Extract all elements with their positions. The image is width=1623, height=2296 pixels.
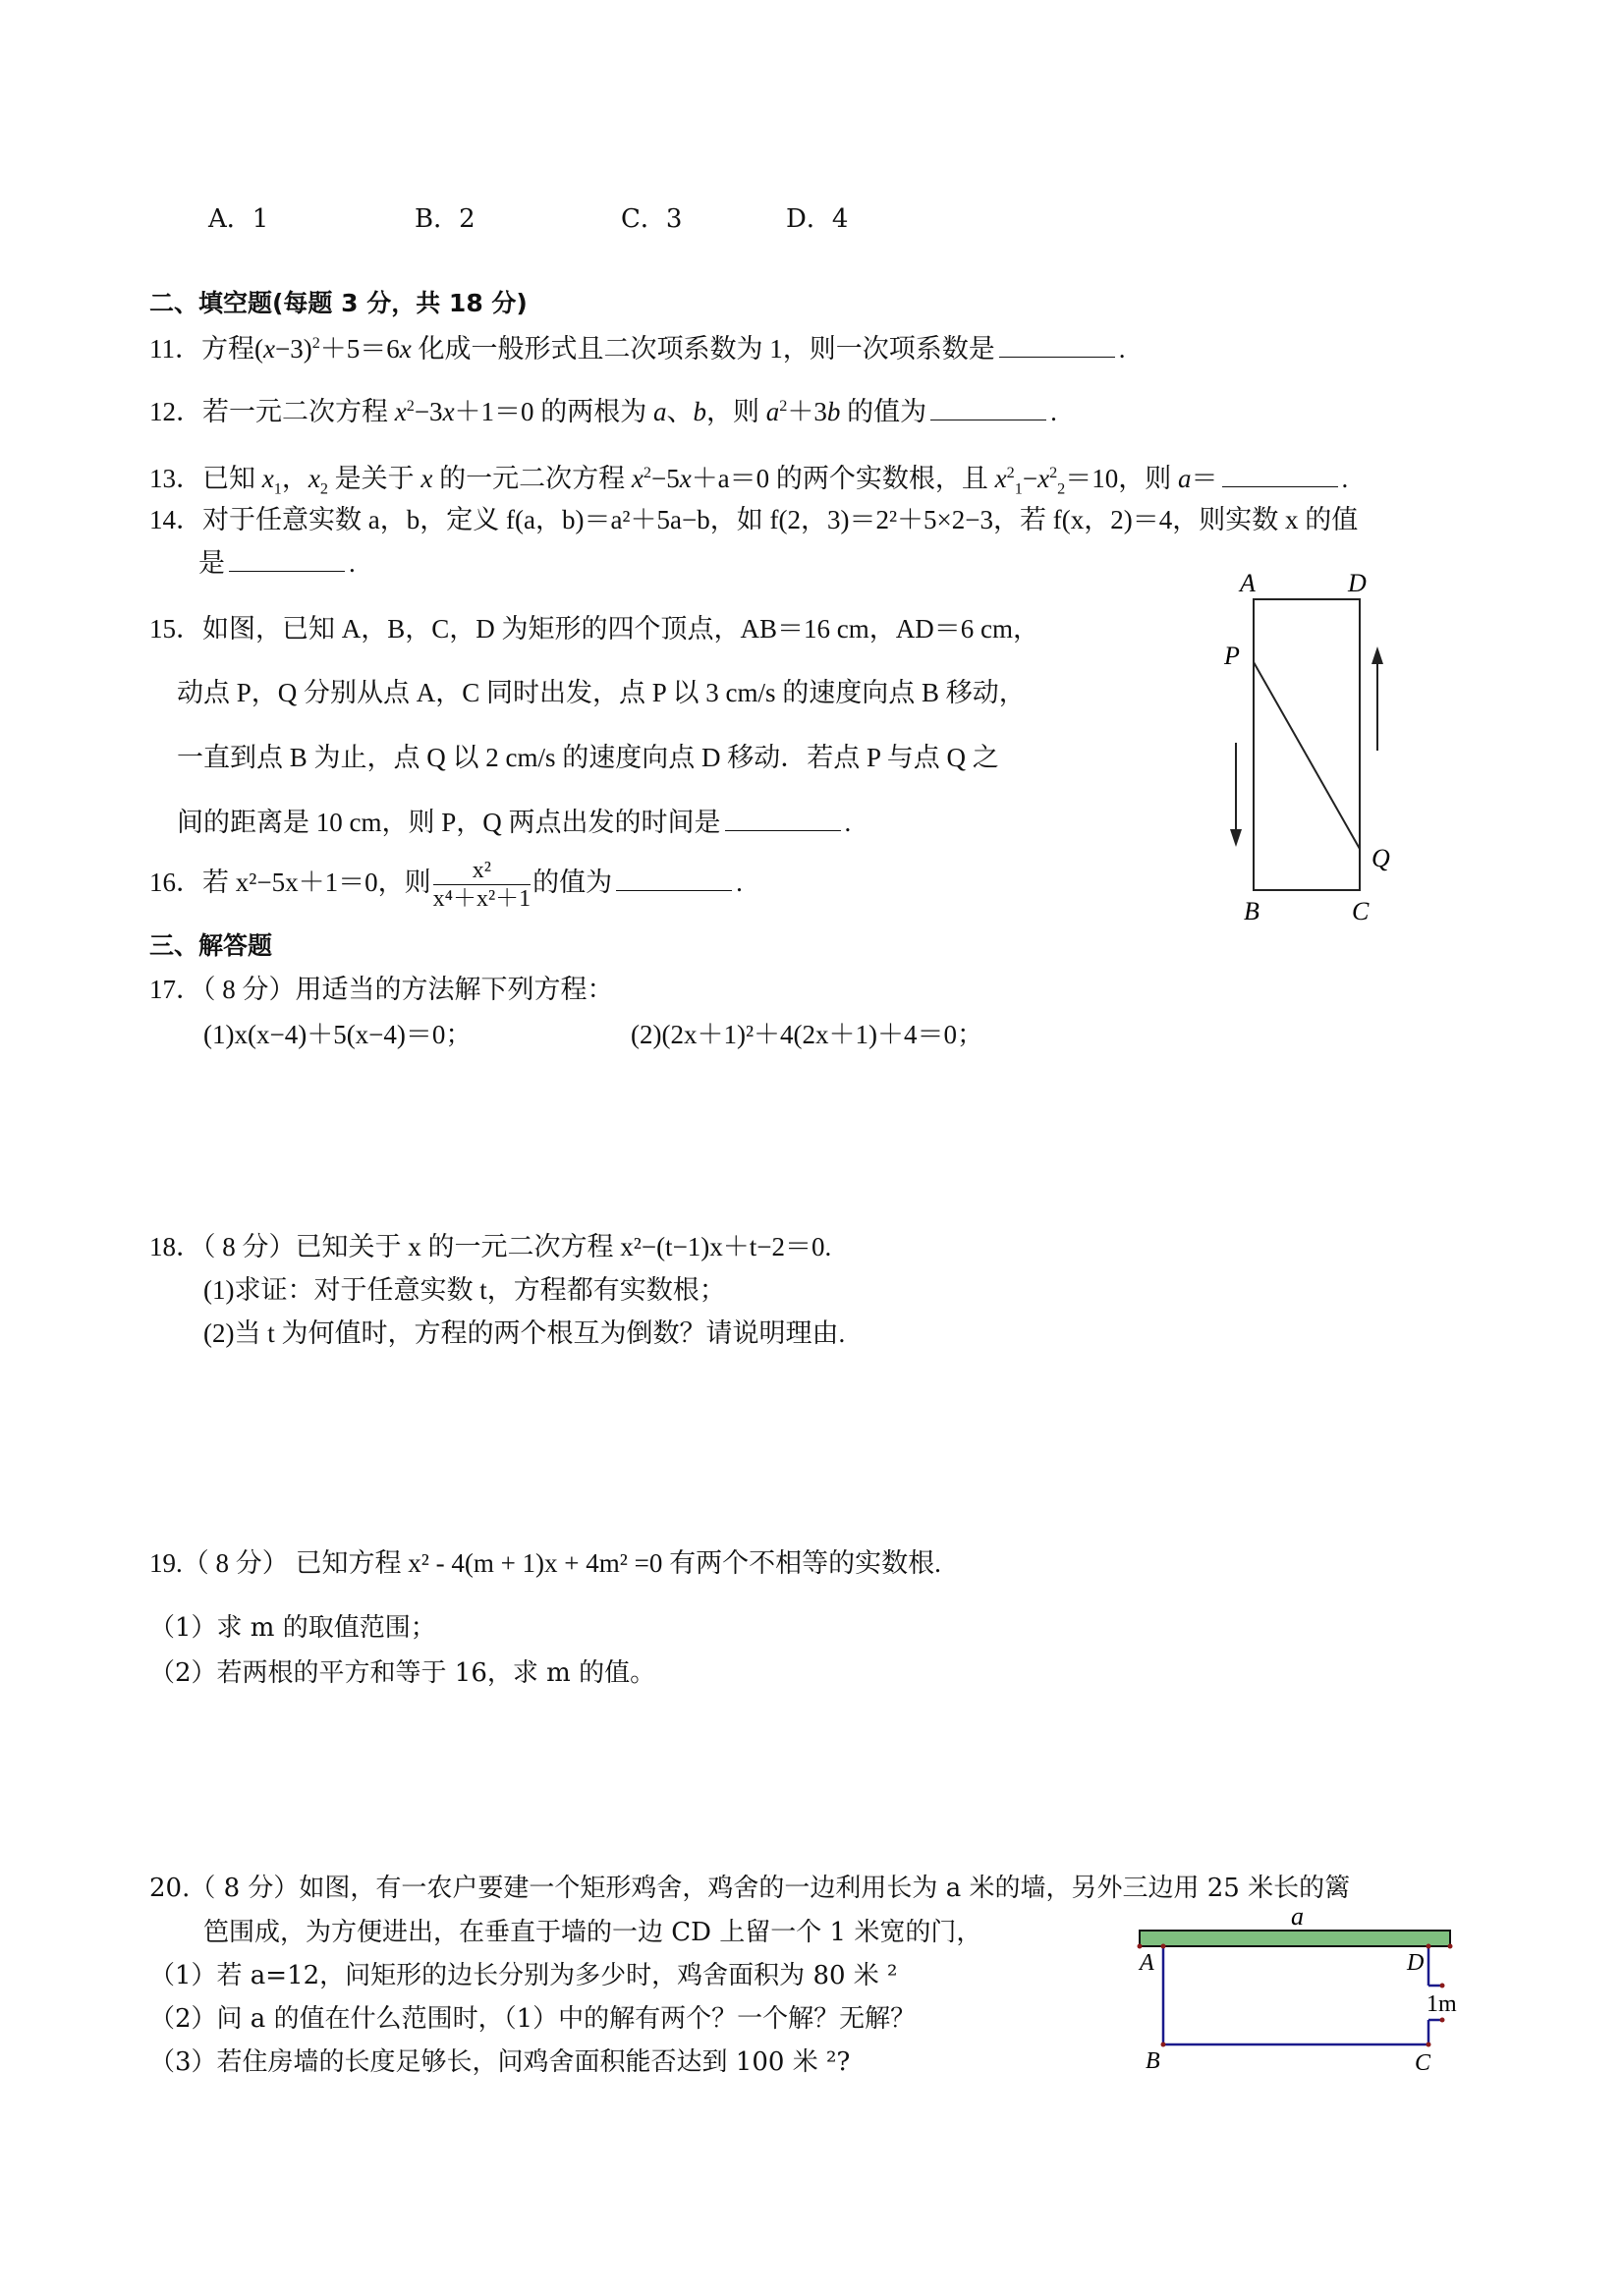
question-13 bbox=[149, 462, 1349, 498]
section3-title: 三、解答题 bbox=[149, 931, 273, 960]
q12-var: a bbox=[765, 397, 780, 426]
point-marker bbox=[1427, 1944, 1431, 1949]
q20-part3: （3）若住房墙的长度足够长，问鸡舍面积能否达到 100 米 ²? bbox=[149, 2047, 851, 2077]
q13-text: ＋a＝0 的两个实数根，且 bbox=[691, 464, 995, 493]
q12-var: b bbox=[693, 397, 707, 426]
q14-num: 14． bbox=[149, 505, 202, 534]
label-b: B bbox=[1146, 2048, 1160, 2074]
q13-var: x bbox=[1037, 464, 1050, 493]
label-a: A bbox=[1240, 569, 1256, 597]
q20-part2: （2）问 a 的值在什么范围时，（1）中的解有两个？一个解？无解？ bbox=[149, 2004, 917, 2034]
point-marker bbox=[1448, 1944, 1453, 1949]
q12-end: . bbox=[1050, 397, 1057, 426]
q12-var: b bbox=[826, 397, 841, 426]
arrow-up-icon bbox=[1371, 646, 1383, 664]
q13-var: x bbox=[308, 464, 320, 493]
q12-text: −3 bbox=[414, 397, 443, 426]
label-c: C bbox=[1352, 897, 1370, 925]
q13-exp: 2 bbox=[643, 464, 651, 481]
q16-frac-numerator: x² bbox=[433, 857, 532, 885]
q16-end: . bbox=[736, 868, 743, 897]
q18-part1: (1)求证：对于任意实数 t，方程都有实数根； bbox=[203, 1275, 726, 1305]
q16-answer-blank[interactable] bbox=[616, 868, 732, 891]
q11-var: x bbox=[263, 334, 275, 364]
q13-text: −5 bbox=[650, 464, 680, 493]
q13-text: 的一元二次方程 bbox=[432, 464, 632, 493]
question-12 bbox=[149, 395, 1057, 428]
q12-var: a bbox=[653, 397, 667, 426]
q12-text: ＋3 bbox=[787, 397, 827, 426]
q20-num: 20. bbox=[149, 1874, 191, 1903]
question-15-line3: 一直到点 B 为止，点 Q 以 2 cm/s 的速度向点 D 移动．若点 P 与点 Q 之 bbox=[177, 743, 999, 772]
label-c: C bbox=[1415, 2050, 1431, 2076]
q14-end: . bbox=[349, 548, 356, 578]
q16-text: 若 x²−5x＋1＝0，则 bbox=[202, 868, 431, 897]
q11-end: . bbox=[1118, 334, 1126, 364]
q11-exp: 2 bbox=[311, 334, 320, 352]
q13-exp: 2 bbox=[1006, 464, 1015, 481]
q14-text: 是 bbox=[198, 548, 225, 578]
q11-text: −3) bbox=[274, 334, 312, 364]
question-17 bbox=[149, 973, 614, 1006]
q20-part1: （1）若 a=12，问矩形的边长分别为多少时，鸡舍面积为 80 米 ² bbox=[149, 1961, 898, 1990]
label-a: A bbox=[1140, 1950, 1154, 1976]
question-14 bbox=[149, 503, 1358, 536]
q13-var: x bbox=[994, 464, 1007, 493]
q11-text: 方程( bbox=[201, 334, 263, 364]
q11-var: x bbox=[399, 334, 412, 364]
q12-exp: 2 bbox=[406, 397, 415, 415]
q15-text: 间的距离是 10 cm，则 P，Q 两点出发的时间是 bbox=[177, 808, 721, 837]
question-18 bbox=[149, 1230, 831, 1263]
question-20-line2: 笆围成，为方便进出，在垂直于墙的一边 CD 上留一个 1 米宽的门， bbox=[203, 1918, 982, 1947]
segment-pq bbox=[1254, 662, 1360, 849]
question-16 bbox=[149, 853, 743, 913]
q18-num: 18． bbox=[149, 1232, 202, 1261]
q11-num: 11． bbox=[149, 334, 201, 364]
q13-sub: 1 bbox=[1014, 479, 1023, 498]
q16-frac-denominator: x⁴＋x²＋1 bbox=[432, 886, 532, 913]
wall-bar bbox=[1140, 1931, 1450, 1946]
point-marker bbox=[1138, 1944, 1143, 1949]
label-q: Q bbox=[1371, 844, 1390, 872]
q13-text: 是关于 bbox=[327, 464, 421, 493]
q18-part2: (2)当 t 为何值时，方程的两个根互为倒数？请说明理由. bbox=[203, 1318, 846, 1348]
q13-var: x bbox=[631, 464, 644, 493]
q12-text: 、 bbox=[666, 397, 694, 426]
q15-rectangle-figure bbox=[1159, 550, 1454, 943]
arrow-down-icon bbox=[1230, 829, 1242, 847]
q13-var: x bbox=[679, 464, 692, 493]
q12-text: 的值为 bbox=[840, 397, 927, 426]
q12-answer-blank[interactable] bbox=[930, 398, 1046, 420]
q14-text: 对于任意实数 a，b，定义 f(a，b)＝a²＋5a−b，如 f(2，3)＝2²＋5×2−3，若 f(x，2)＝4，则实数 x 的值 bbox=[202, 505, 1359, 534]
q13-text: − bbox=[1022, 464, 1038, 493]
question-11 bbox=[149, 332, 1126, 365]
question-15-line2: 动点 P，Q 分别从点 A，C 同时出发，点 P 以 3 cm/s 的速度向点 B 移动， bbox=[177, 678, 1026, 707]
label-d: D bbox=[1407, 1950, 1425, 1976]
q14-answer-blank[interactable] bbox=[229, 549, 345, 572]
label-d: D bbox=[1348, 569, 1367, 597]
q12-exp: 2 bbox=[779, 397, 788, 415]
question-14-cont bbox=[198, 546, 356, 580]
q17-num: 17． bbox=[149, 975, 202, 1004]
q13-exp: 2 bbox=[1049, 464, 1058, 481]
q13-end: . bbox=[1341, 464, 1349, 493]
q15-num: 15． bbox=[149, 614, 202, 644]
q13-sub: 1 bbox=[273, 479, 282, 498]
point-marker bbox=[1427, 2043, 1431, 2047]
section2-title: 二、填空题(每题 3 分，共 18 分) bbox=[149, 289, 528, 317]
q17-title: （ 8 分）用适当的方法解下列方程： bbox=[202, 975, 614, 1004]
q15-end: . bbox=[844, 808, 852, 837]
q13-var: x bbox=[420, 464, 433, 493]
q18-title: （ 8 分）已知关于 x 的一元二次方程 x²−(t−1)x＋t−2＝0. bbox=[202, 1232, 832, 1261]
q13-answer-blank[interactable] bbox=[1222, 465, 1338, 487]
q15-answer-blank[interactable] bbox=[725, 809, 841, 831]
q13-text: ＝ bbox=[1191, 464, 1218, 493]
question-19 bbox=[149, 1546, 941, 1580]
q12-text: ，则 bbox=[706, 397, 766, 426]
label-door-1m: 1m bbox=[1427, 1991, 1457, 2017]
point-marker bbox=[1161, 2043, 1166, 2047]
question-15-line4 bbox=[177, 806, 851, 839]
q13-sub: 2 bbox=[319, 479, 328, 498]
q16-text: 的值为 bbox=[532, 868, 613, 897]
q17-part2: (2)(2x＋1)²＋4(2x＋1)＋4＝0； bbox=[631, 1020, 984, 1049]
point-marker bbox=[1161, 1944, 1166, 1949]
q20-chicken-coop-figure bbox=[1130, 1901, 1483, 2098]
label-wall-a: a bbox=[1291, 1902, 1304, 1931]
point-marker bbox=[1440, 1984, 1445, 1988]
q13-sub: 2 bbox=[1057, 479, 1066, 498]
point-marker bbox=[1440, 2018, 1445, 2023]
q10-option-b: B．2 bbox=[415, 204, 476, 234]
q11-text: 化成一般形式且二次项系数为 1，则一次项系数是 bbox=[411, 334, 995, 364]
q10-option-a: A．1 bbox=[208, 204, 269, 234]
question-20-line1 bbox=[149, 1872, 1350, 1905]
q13-text: 已知 bbox=[202, 464, 262, 493]
q11-answer-blank[interactable] bbox=[999, 335, 1115, 358]
q11-text: ＋5＝6 bbox=[319, 334, 400, 364]
q13-text: ， bbox=[281, 464, 308, 493]
q16-num: 16． bbox=[149, 868, 202, 897]
q12-text: 若一元二次方程 bbox=[202, 397, 395, 426]
q13-var: a bbox=[1178, 464, 1192, 493]
label-b: B bbox=[1244, 897, 1259, 925]
q10-option-d: D．4 bbox=[786, 204, 849, 234]
q12-var: x bbox=[442, 397, 455, 426]
q12-num: 12． bbox=[149, 397, 202, 426]
q19-num: 19. bbox=[149, 1548, 183, 1578]
q15-text: 如图，已知 A，B，C，D 为矩形的四个顶点，AB＝16 cm，AD＝6 cm， bbox=[202, 614, 1039, 644]
q13-text: ＝10，则 bbox=[1065, 464, 1178, 493]
q12-text: ＋1＝0 的两根为 bbox=[454, 397, 654, 426]
q17-part1: (1)x(x−4)＋5(x−4)＝0； bbox=[203, 1020, 473, 1049]
q19-part1: （1）求 m 的取值范围； bbox=[149, 1613, 436, 1643]
rectangle-abcd bbox=[1254, 599, 1360, 890]
q19-part2: （2）若两根的平方和等于 16，求 m 的值。 bbox=[149, 1658, 656, 1688]
label-p: P bbox=[1224, 642, 1240, 670]
q20-text: （ 8 分）如图，有一农户要建一个矩形鸡舍，鸡舍的一边利用长为 a 米的墙，另外三边用 25 米长的篱 bbox=[190, 1874, 1351, 1903]
q13-num: 13． bbox=[149, 464, 202, 493]
q19-title: （ 8 分） 已知方程 x² - 4(m + 1)x + 4m² =0 有两个不相等的实数根. bbox=[182, 1548, 941, 1578]
question-15-line1 bbox=[149, 612, 1039, 645]
q13-var: x bbox=[261, 464, 274, 493]
q16-fraction bbox=[433, 857, 532, 913]
q10-option-c: C．3 bbox=[621, 204, 683, 234]
q12-var: x bbox=[394, 397, 407, 426]
